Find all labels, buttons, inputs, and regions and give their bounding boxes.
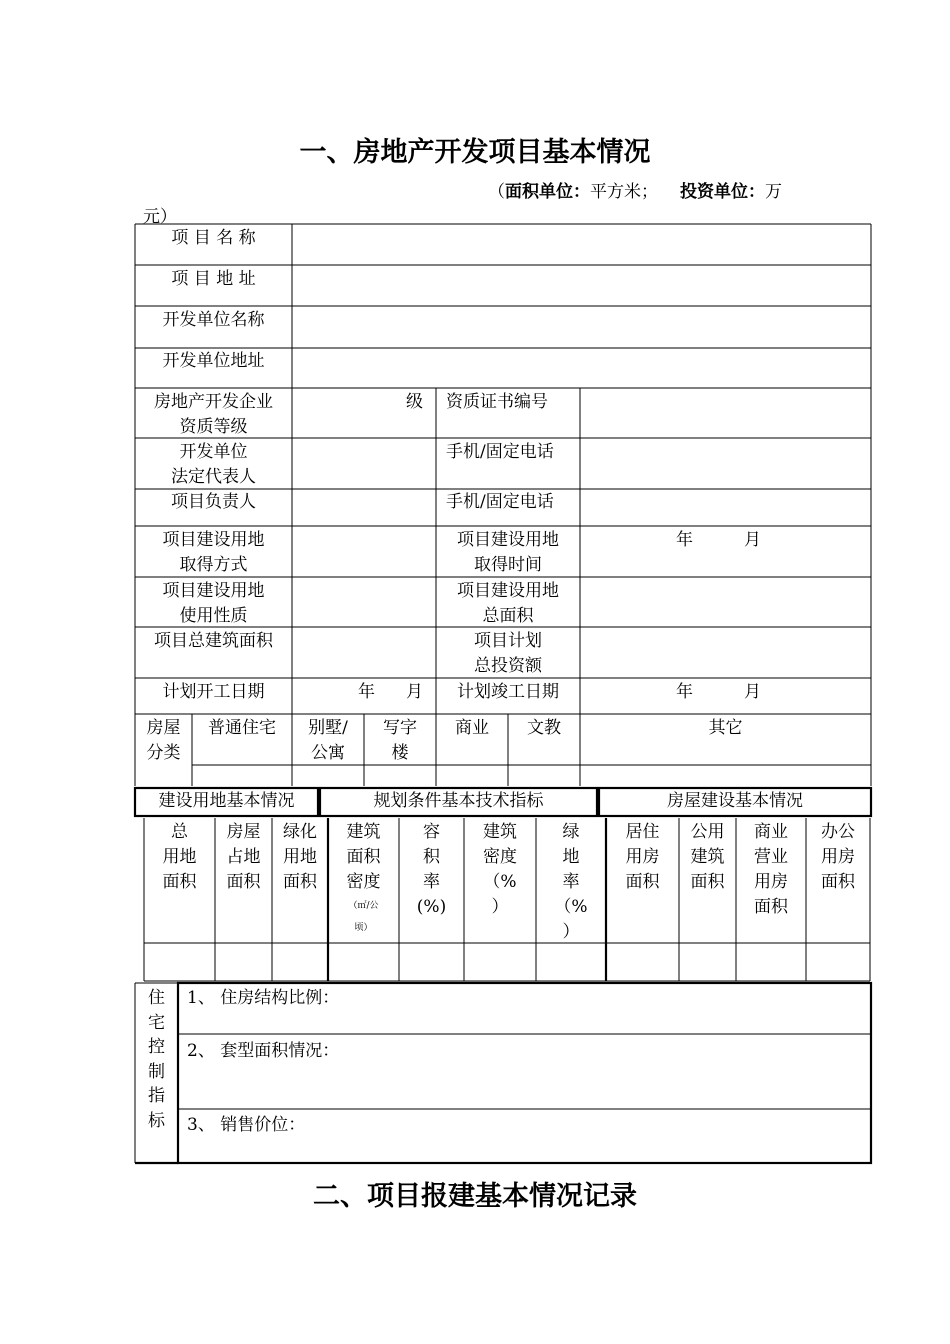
start-year: 年: [358, 682, 375, 702]
grade-suffix: 级: [406, 392, 423, 412]
acq-year: 年: [676, 530, 693, 550]
developer-address-label: 开发单位地址: [162, 351, 265, 371]
land-acquisition-method-label: 项目建设用地 取得方式: [162, 530, 265, 575]
house-type-commercial: 商业: [455, 718, 489, 738]
house-type-office: 写字 楼: [383, 718, 417, 763]
acq-month: 月: [744, 530, 761, 550]
planned-end-label: 计划竣工日期: [457, 682, 559, 702]
hdr-office-area: 办公 用房 面积: [821, 822, 855, 892]
control-item-price: 3、 销售价位：: [187, 1115, 306, 1135]
planned-start-label: 计划开工日期: [162, 682, 265, 702]
qualification-grade-label: 房地产开发企业 资质等级: [154, 392, 273, 437]
hdr-floor-area-density: 建筑 面积 密度 （㎡/公 顷）: [346, 822, 381, 933]
legal-representative-label: 开发单位 法定代表人: [171, 442, 256, 487]
housing-control-label: 住 宅 控 制 指 标: [148, 988, 165, 1131]
end-month: 月: [744, 682, 761, 702]
project-manager-label: 项目负责人: [171, 492, 256, 512]
hdr-building-density: 建筑 密度 （% ）: [483, 822, 517, 917]
unit-note-wrap: 元）: [143, 207, 177, 227]
start-month: 月: [406, 682, 423, 702]
land-use-label: 项目建设用地 使用性质: [162, 581, 265, 626]
developer-name-label: 开发单位名称: [162, 310, 265, 330]
house-type-villa: 别墅/ 公寓: [308, 718, 348, 763]
hdr-residential-area: 居住 用房 面积: [625, 822, 660, 892]
section-land: 建设用地基本情况: [158, 791, 295, 811]
end-year: 年: [676, 682, 693, 702]
hdr-business-area: 商业 营业 用房 面积: [754, 822, 788, 917]
certificate-number-label: 资质证书编号: [446, 392, 548, 412]
hdr-green-ratio: 绿 地 率 （% ）: [554, 822, 588, 942]
house-type-label: 房屋 分类: [146, 718, 181, 763]
section-building: 房屋建设基本情况: [667, 791, 803, 811]
unit-note: （面积单位：平方米； 投资单位：万: [488, 182, 782, 202]
control-item-unit-area: 2、 套型面积情况：: [187, 1041, 340, 1061]
land-total-area-label: 项目建设用地 总面积: [457, 581, 559, 626]
manager-phone-label: 手机/固定电话: [446, 492, 554, 512]
hdr-total-land-area: 总 用地 面积: [162, 822, 197, 892]
section-title-1: 一、房地产开发项目基本情况: [299, 137, 651, 168]
project-address-label: 项 目 地 址: [171, 269, 256, 289]
house-type-ordinary: 普通住宅: [208, 718, 276, 738]
house-type-culture: 文教: [527, 718, 561, 738]
hdr-plot-ratio: 容 积 率 (%): [416, 822, 447, 917]
section-planning: 规划条件基本技术指标: [373, 791, 544, 811]
hdr-house-land-area: 房屋 占地 面积: [226, 822, 261, 892]
land-acquisition-time-label: 项目建设用地 取得时间: [457, 530, 559, 575]
house-type-other: 其它: [708, 718, 743, 738]
control-item-structure: 1、 住房结构比例：: [187, 988, 340, 1008]
project-name-label: 项 目 名 称: [171, 228, 256, 248]
total-floor-area-label: 项目总建筑面积: [154, 631, 273, 651]
section-title-2: 二、项目报建基本情况记录: [313, 1181, 637, 1212]
planned-investment-label: 项目计划 总投资额: [474, 631, 542, 676]
phone-label: 手机/固定电话: [446, 442, 554, 462]
hdr-green-land-area: 绿化 用地 面积: [283, 822, 317, 892]
hdr-public-building-area: 公用 建筑 面积: [690, 822, 725, 892]
